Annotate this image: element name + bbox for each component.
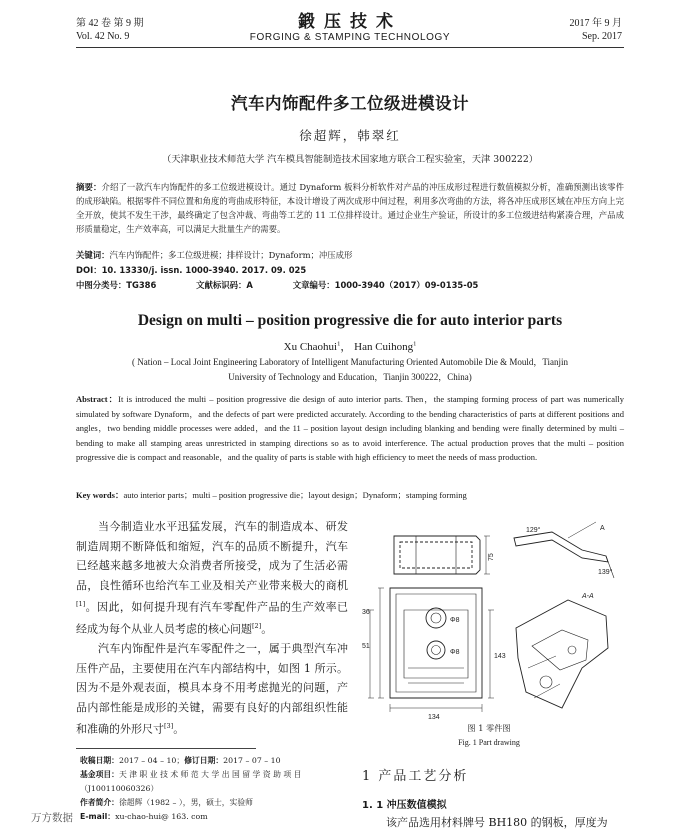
footnote-divider <box>76 748 256 749</box>
body-left-column <box>76 517 348 739</box>
paragraph-2 <box>76 639 348 739</box>
footnote-author <box>80 796 352 810</box>
angle-129: 129° <box>526 527 541 534</box>
dim-phi8-b: Φ8 <box>450 649 460 656</box>
authors-en <box>0 338 700 354</box>
author-2-en: Han Cuihong <box>354 341 414 353</box>
header-date <box>570 17 623 43</box>
dim-134: 134 <box>428 714 440 721</box>
article-no-value: 1000-3940（2017）09-0135-05 <box>334 280 479 290</box>
clc-value: TG386 <box>126 280 157 290</box>
paragraph-1-text: 当今制造业水平迅猛发展，汽车的制造成本、研发制造周期不断降低和缩短，汽车的品质不断提升，汽车已经越来越多地被大众消费者所接受，成为了生活必需品，良性循环也给汽车工业及相关产业带来极大的商机 <box>76 520 348 592</box>
email-label: E-mail： <box>80 812 116 821</box>
watermark: 万方数据 <box>31 812 73 824</box>
paper-title-en: Design on multi – position progressive die for auto interior parts <box>137 312 563 329</box>
paragraph-1 <box>76 517 348 639</box>
keywords-en <box>76 489 624 501</box>
date-cn: 2017 年 9 月 <box>569 18 622 29</box>
footnote-fund <box>80 768 352 782</box>
abstract-cn-label: 摘要： <box>76 182 102 192</box>
angle-139: 139° <box>598 569 613 576</box>
author-sep: ， <box>340 341 352 353</box>
footnote-dates <box>80 754 352 768</box>
footnote-fund-id: （J100110060326） <box>80 784 159 793</box>
classification-row <box>76 279 478 292</box>
paragraph-1-end: 。 <box>261 622 273 636</box>
section-1-1-text: 该产品选用材料牌号 BH180 的钢板，厚度为 <box>386 816 608 829</box>
clc-label: 中图分类号： <box>76 280 127 290</box>
doi-label: DOI： <box>76 265 102 275</box>
ref-2[interactable]: [2] <box>252 622 262 631</box>
email-address[interactable]: xu-chao-hui@ 163. com <box>115 812 208 821</box>
ref-3[interactable]: [3] <box>164 722 174 731</box>
dim-75: 75 <box>488 553 495 561</box>
footnote-email <box>80 810 352 824</box>
footnote <box>80 754 352 824</box>
paragraph-2-text: 汽车内饰配件是汽车零配件之一，属于典型汽车冲压件产品，主要使用在汽车内部结构中，如图 1 所示。因为不是外观表面，模具本身不用考虑抛光的问题，产品内部性能是成形的关键，需要有良好的内部组织性能和准确的外形尺寸 <box>76 642 348 736</box>
keywords-cn-label: 关键词： <box>76 250 110 260</box>
doc-code-label: 文献标识码： <box>196 280 247 290</box>
date-en: Sep. 2017 <box>582 31 622 42</box>
fund-label: 基金项目： <box>80 770 119 779</box>
keywords-en-label: Key words： <box>76 490 124 500</box>
abstract-cn-text: 介绍了一款汽车内饰配件的多工位级进模设计。通过 Dynaform 板料分析软件对产品的冲压成形过程进行数值模拟分析，准确预测出该零件的成形缺陷。根据零件不同位置和角度的弯曲成形特征，本设计增设了两次成形中间过程，利用多次弯曲的方法，将各冲压成形区域在冲压方向上完全开放，使其不发生干涉，最终确定了包含冲裁、弯曲等工艺的 11 工位排样设计。通过企业生产验证，所设计的多工位级进结构紧凑合理，产品成形质量稳定，生产效率高，可以满足大批量生产的需要。 <box>76 182 625 234</box>
dim-phi8-a: Φ8 <box>450 617 460 624</box>
volume-cn: 第 42 卷 第 9 期 <box>76 18 144 29</box>
hole-phi8-b <box>427 641 445 659</box>
author-1-en: Xu Chaohui <box>283 341 338 353</box>
author-bio: 徐超辉（1982 – ），男，硕士，实验师 <box>118 798 253 807</box>
abstract-cn <box>76 180 624 236</box>
received-date: 2017 – 04 – 10； <box>118 756 185 765</box>
header-divider <box>76 47 624 48</box>
paper-title-cn: 汽车内饰配件多工位级进模设计 <box>231 94 469 113</box>
paragraph-1-text-b: 。因此，如何提升现有汽车零配件产品的生产效率已经成为每个从业人员考虑的核心问题 <box>76 600 348 636</box>
fund-text: 天 津 职 业 技 术 师 范 大 学 出 国 留 学 资 助 项 目 <box>118 770 302 779</box>
keywords-cn-text: 汽车内饰配件；多工位级进模；排样设计；Dynaform；冲压成形 <box>109 250 353 260</box>
hole-phi8-a <box>426 608 446 628</box>
dim-36: 36 <box>362 609 370 616</box>
revised-date: 2017 – 07 – 10 <box>223 756 281 765</box>
section-1-1-heading: 1. 1 冲压数值模拟 <box>362 800 447 811</box>
dim-51: 51 <box>362 643 370 650</box>
label-section-AA: A-A <box>582 593 594 600</box>
abstract-en-label: Abstract： <box>76 394 119 404</box>
doi-text: 10. 13330/j. issn. 1000-3940. 2017. 09. 025 <box>101 265 307 275</box>
article-no-label: 文章编号： <box>292 280 335 290</box>
ref-1[interactable]: [1] <box>76 600 86 608</box>
doc-code-value: A <box>246 280 253 290</box>
paragraph-2-end: 。 <box>173 722 185 736</box>
affiliation-en-line2: University of Technology and Education，Tianjin 300222，China) <box>228 372 472 382</box>
affiliation-en-line1: ( Nation – Local Joint Engineering Laboratory of Intelligent Manufacturing Oriented Automobile Die & Mould，Tianjin <box>131 357 569 367</box>
author-bio-label: 作者简介： <box>80 798 119 807</box>
volume-en: Vol. 42 No. 9 <box>76 31 130 42</box>
author-1-sup: 1 <box>337 340 341 348</box>
keywords-en-text: auto interior parts；multi – position progressive die；layout design；Dynaform；stamping forming <box>123 490 467 500</box>
revised-label: 修订日期： <box>184 756 224 765</box>
authors-cn: 徐超辉，韩翠红 <box>299 128 401 143</box>
doi <box>76 264 306 277</box>
journal-name-cn: 鍛压技术 <box>298 12 402 32</box>
affiliation-en <box>0 355 700 385</box>
received-label: 收稿日期： <box>80 756 119 765</box>
affiliation-cn: （天津职业技术师范大学 汽车模具智能制造技术国家地方联合工程实验室，天津 300222） <box>161 154 539 165</box>
author-2-sup: 1 <box>413 340 417 348</box>
part-drawing-figure <box>356 518 622 724</box>
section-1-heading: 1 产品工艺分析 <box>362 769 469 784</box>
abstract-en <box>76 392 624 465</box>
figure-caption-en: Fig. 1 Part drawing <box>458 738 520 747</box>
dim-143: 143 <box>494 653 506 660</box>
label-A: A <box>600 525 605 532</box>
figure-caption-cn: 图 1 零件图 <box>467 723 511 733</box>
section-profile <box>514 532 608 562</box>
abstract-en-text: It is introduced the multi – position progressive die design of auto interior parts. Then，the stamping forming process of part was numerically simulated by software Dynaform，and the defects of part were predicted accurately. According to the bending characteristics of parts at different positions and angles，two bending middle processes were added，and the 11 – position layout design including blanking and bending were finally determined by multi – bending to make all stamping areas unrestricted in stamping directions so as to avoid interference. The actual production proves that the multi – position progressive die is compact and reasonable，and the quality of parts is stable with high efficiency to meet the needs of mass production. <box>76 394 625 463</box>
journal-name-en: FORGING & STAMPING TECHNOLOGY <box>249 32 451 43</box>
keywords-cn <box>76 249 352 262</box>
drawing-isometric-view <box>516 600 608 708</box>
